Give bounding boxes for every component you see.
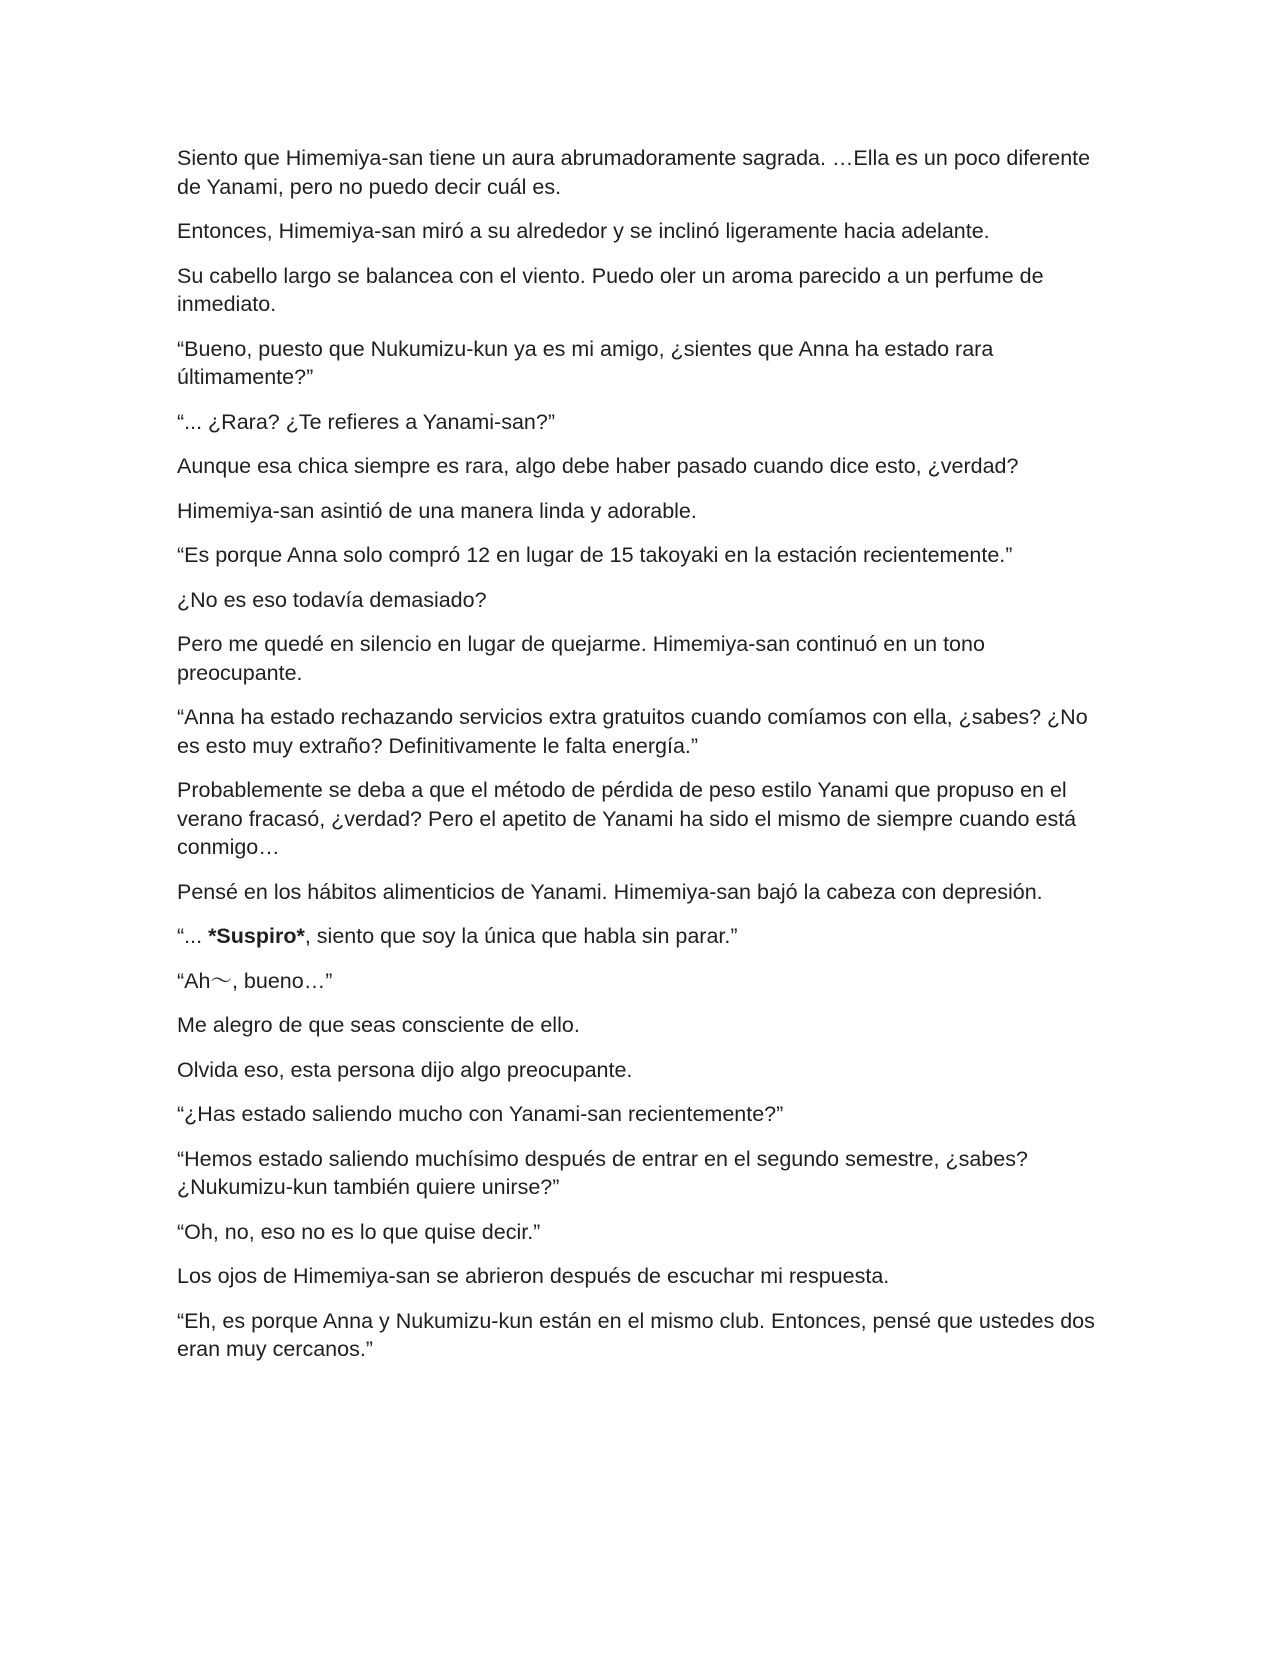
paragraph-11: “Anna ha estado rechazando servicios extra gratuitos cuando comíamos con ella, ¿sabes? ¿No es esto muy extraño? Definitivamente le falta energía.” bbox=[177, 705, 1088, 758]
paragraph-16: Me alegro de que seas consciente de ello. bbox=[177, 1013, 580, 1037]
paragraph-15: “Ah～, bueno…” bbox=[177, 968, 333, 993]
paragraph-12: Probablemente se deba a que el método de pérdida de peso estilo Yanami que propuso en el verano fracasó, ¿verdad? Pero el apetito de Yanami ha sido el mismo de siempre cuando está conmigo… bbox=[177, 778, 1077, 859]
paragraph-5: “... ¿Rara? ¿Te refieres a Yanami-san?” bbox=[177, 409, 555, 434]
paragraph-1: Siento que Himemiya-san tiene un aura abrumadoramente sagrada. …Ella es un poco diferente de Yanami, pero no puedo decir cuál es. bbox=[177, 146, 1091, 199]
paragraph-14: “... *Suspiro*, siento que soy la única que habla sin parar.” bbox=[177, 924, 738, 948]
paragraph-21: Los ojos de Himemiya-san se abrieron después de escuchar mi respuesta. bbox=[177, 1264, 890, 1288]
paragraph-2: Entonces, Himemiya-san miró a su alrededor y se inclinó ligeramente hacia adelante. bbox=[177, 219, 990, 243]
paragraph-13: Pensé en los hábitos alimenticios de Yanami. Himemiya-san bajó la cabeza con depresión. bbox=[177, 879, 1043, 904]
paragraph-9: ¿No es eso todavía demasiado? bbox=[177, 587, 487, 612]
paragraph-20: “Oh, no, eso no es lo que quise decir.” bbox=[177, 1219, 541, 1244]
document-page bbox=[177, 144, 1097, 1380]
paragraph-17: Olvida eso, esta persona dijo algo preocupante. bbox=[177, 1057, 633, 1082]
paragraph-6: Aunque esa chica siempre es rara, algo debe haber pasado cuando dice esto, ¿verdad? bbox=[177, 454, 1019, 478]
paragraph-19: “Hemos estado saliendo muchísimo después de entrar en el segundo semestre, ¿sabes? ¿Nukumizu-kun también quiere unirse?” bbox=[177, 1146, 1028, 1199]
paragraph-10: Pero me quedé en silencio en lugar de quejarme. Himemiya-san continuó en un tono preocupante. bbox=[177, 632, 985, 685]
paragraph-18: “¿Has estado saliendo mucho con Yanami-san recientemente?” bbox=[177, 1102, 784, 1126]
paragraph-22: “Eh, es porque Anna y Nukumizu-kun están en el mismo club. Entonces, pensé que ustedes dos eran muy cercanos.” bbox=[177, 1308, 1095, 1361]
emphasis-suspiro: *Suspiro* bbox=[208, 924, 305, 948]
paragraph-3: Su cabello largo se balancea con el viento. Puedo oler un aroma parecido a un perfume de inmediato. bbox=[177, 263, 1044, 316]
paragraph-8: “Es porque Anna solo compró 12 en lugar de 15 takoyaki en la estación recientemente.” bbox=[177, 543, 1013, 567]
paragraph-7: Himemiya-san asintió de una manera linda y adorable. bbox=[177, 498, 697, 523]
paragraph-4: “Bueno, puesto que Nukumizu-kun ya es mi amigo, ¿sientes que Anna ha estado rara últimamente?” bbox=[177, 336, 994, 389]
